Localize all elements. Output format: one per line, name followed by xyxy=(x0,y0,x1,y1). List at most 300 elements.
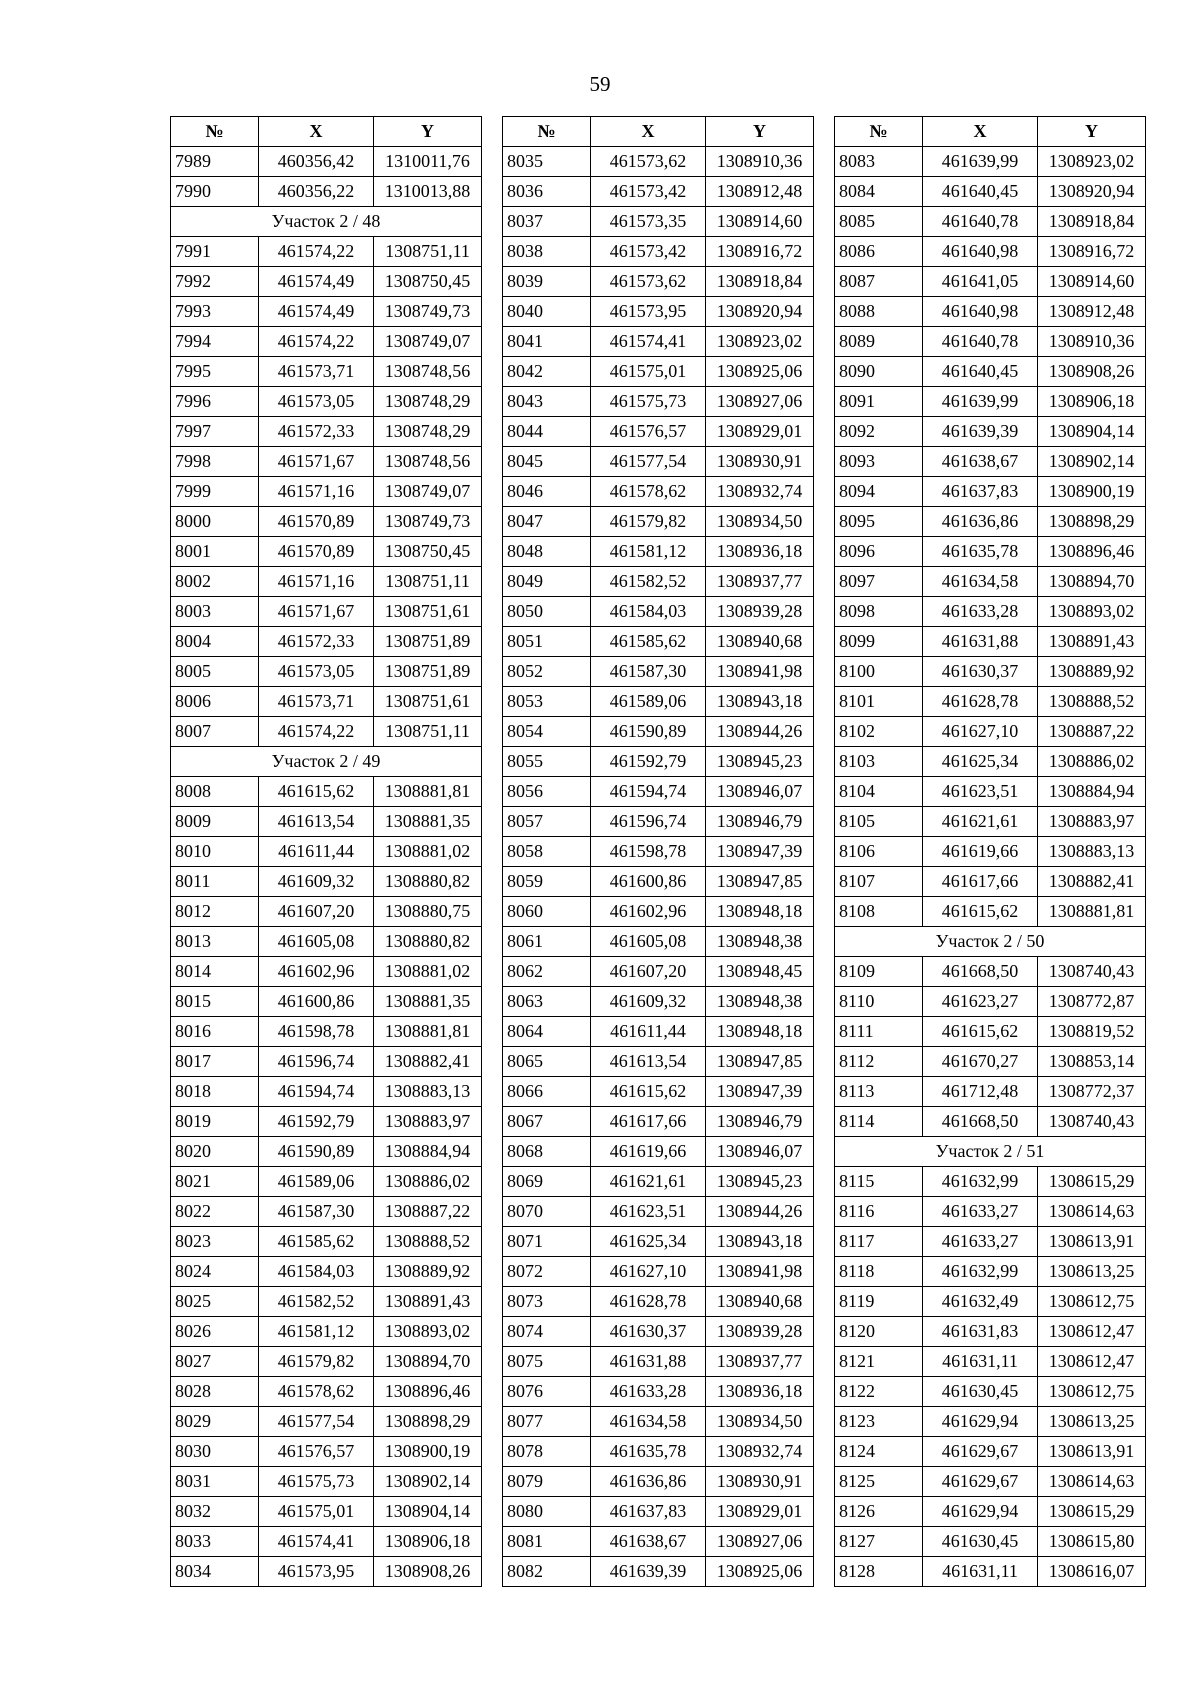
point-number: 8047 xyxy=(503,507,591,537)
y-coordinate: 1308615,29 xyxy=(1038,1497,1146,1527)
table-row xyxy=(171,957,482,987)
table-row xyxy=(503,1047,814,1077)
point-number: 8128 xyxy=(835,1557,923,1587)
point-number: 8058 xyxy=(503,837,591,867)
y-coordinate: 1308612,75 xyxy=(1038,1377,1146,1407)
x-coordinate: 461623,51 xyxy=(923,777,1038,807)
x-coordinate: 461576,57 xyxy=(591,417,706,447)
x-coordinate: 461632,49 xyxy=(923,1287,1038,1317)
table-row xyxy=(171,1407,482,1437)
y-coordinate: 1308772,37 xyxy=(1038,1077,1146,1107)
point-number: 8094 xyxy=(835,477,923,507)
point-number: 8041 xyxy=(503,327,591,357)
table-row xyxy=(503,327,814,357)
y-coordinate: 1308612,47 xyxy=(1038,1317,1146,1347)
y-coordinate: 1308893,02 xyxy=(374,1317,482,1347)
x-coordinate: 461630,45 xyxy=(923,1527,1038,1557)
table-row xyxy=(503,1017,814,1047)
table-row xyxy=(503,1377,814,1407)
point-number: 8078 xyxy=(503,1437,591,1467)
y-coordinate: 1308891,43 xyxy=(1038,627,1146,657)
x-coordinate: 461623,51 xyxy=(591,1197,706,1227)
table-row xyxy=(171,177,482,207)
point-number: 8083 xyxy=(835,147,923,177)
table-row xyxy=(835,1167,1146,1197)
header-y: Y xyxy=(374,117,482,147)
x-coordinate: 461619,66 xyxy=(923,837,1038,867)
section-title: Участок 2 / 50 xyxy=(835,927,1146,957)
table-row xyxy=(171,1377,482,1407)
y-coordinate: 1308946,07 xyxy=(706,1137,814,1167)
point-number: 8054 xyxy=(503,717,591,747)
point-number: 7995 xyxy=(171,357,259,387)
point-number: 8099 xyxy=(835,627,923,657)
header-row xyxy=(171,117,482,147)
point-number: 8092 xyxy=(835,417,923,447)
y-coordinate: 1308910,36 xyxy=(1038,327,1146,357)
x-coordinate: 461570,89 xyxy=(259,537,374,567)
point-number: 8046 xyxy=(503,477,591,507)
x-coordinate: 461636,86 xyxy=(923,507,1038,537)
point-number: 8118 xyxy=(835,1257,923,1287)
y-coordinate: 1308883,97 xyxy=(374,1107,482,1137)
point-number: 8015 xyxy=(171,987,259,1017)
table-row xyxy=(503,1077,814,1107)
y-coordinate: 1308616,07 xyxy=(1038,1557,1146,1587)
table-row xyxy=(171,657,482,687)
point-number: 8035 xyxy=(503,147,591,177)
point-number: 8103 xyxy=(835,747,923,777)
x-coordinate: 461573,35 xyxy=(591,207,706,237)
table-row xyxy=(171,867,482,897)
y-coordinate: 1308887,22 xyxy=(374,1197,482,1227)
point-number: 8050 xyxy=(503,597,591,627)
x-coordinate: 461573,42 xyxy=(591,177,706,207)
table-row xyxy=(835,1107,1146,1137)
x-coordinate: 461621,61 xyxy=(591,1167,706,1197)
table-row xyxy=(171,1077,482,1107)
table-row xyxy=(503,927,814,957)
x-coordinate: 461581,12 xyxy=(591,537,706,567)
section-row xyxy=(835,927,1146,957)
point-number: 8108 xyxy=(835,897,923,927)
point-number: 8101 xyxy=(835,687,923,717)
table-row xyxy=(503,237,814,267)
x-coordinate: 461615,62 xyxy=(591,1077,706,1107)
point-number: 8026 xyxy=(171,1317,259,1347)
y-coordinate: 1308881,81 xyxy=(374,1017,482,1047)
y-coordinate: 1308883,13 xyxy=(1038,837,1146,867)
table-row xyxy=(503,1527,814,1557)
x-coordinate: 461629,67 xyxy=(923,1437,1038,1467)
y-coordinate: 1308751,11 xyxy=(374,567,482,597)
table-row xyxy=(171,477,482,507)
x-coordinate: 461639,99 xyxy=(923,147,1038,177)
point-number: 8085 xyxy=(835,207,923,237)
x-coordinate: 461578,62 xyxy=(591,477,706,507)
point-number: 8065 xyxy=(503,1047,591,1077)
point-number: 7989 xyxy=(171,147,259,177)
x-coordinate: 461573,62 xyxy=(591,267,706,297)
table-row xyxy=(503,177,814,207)
y-coordinate: 1308941,98 xyxy=(706,1257,814,1287)
point-number: 8090 xyxy=(835,357,923,387)
table-row xyxy=(171,1107,482,1137)
table-row xyxy=(835,447,1146,477)
table-row xyxy=(171,537,482,567)
x-coordinate: 461575,73 xyxy=(259,1467,374,1497)
point-number: 8006 xyxy=(171,687,259,717)
table-row xyxy=(835,297,1146,327)
x-coordinate: 461629,94 xyxy=(923,1497,1038,1527)
y-coordinate: 1308740,43 xyxy=(1038,957,1146,987)
y-coordinate: 1308615,80 xyxy=(1038,1527,1146,1557)
point-number: 8003 xyxy=(171,597,259,627)
x-coordinate: 461633,28 xyxy=(591,1377,706,1407)
section-row xyxy=(835,1137,1146,1167)
point-number: 8102 xyxy=(835,717,923,747)
point-number: 8024 xyxy=(171,1257,259,1287)
x-coordinate: 461573,42 xyxy=(591,237,706,267)
table-row xyxy=(835,1467,1146,1497)
y-coordinate: 1308904,14 xyxy=(374,1497,482,1527)
coordinates-table-1 xyxy=(170,116,482,1587)
table-row xyxy=(835,987,1146,1017)
x-coordinate: 461573,05 xyxy=(259,387,374,417)
x-coordinate: 461641,05 xyxy=(923,267,1038,297)
x-coordinate: 461632,99 xyxy=(923,1257,1038,1287)
table-row xyxy=(171,1167,482,1197)
point-number: 8125 xyxy=(835,1467,923,1497)
y-coordinate: 1308948,18 xyxy=(706,897,814,927)
x-coordinate: 461627,10 xyxy=(923,717,1038,747)
x-coordinate: 461596,74 xyxy=(591,807,706,837)
table-row xyxy=(171,1317,482,1347)
y-coordinate: 1308894,70 xyxy=(1038,567,1146,597)
point-number: 8037 xyxy=(503,207,591,237)
y-coordinate: 1308748,29 xyxy=(374,417,482,447)
point-number: 8093 xyxy=(835,447,923,477)
point-number: 8016 xyxy=(171,1017,259,1047)
y-coordinate: 1308886,02 xyxy=(374,1167,482,1197)
header-y: Y xyxy=(1038,117,1146,147)
x-coordinate: 461629,94 xyxy=(923,1407,1038,1437)
table-row xyxy=(835,507,1146,537)
point-number: 8062 xyxy=(503,957,591,987)
y-coordinate: 1308889,92 xyxy=(374,1257,482,1287)
page-number: 59 xyxy=(589,72,611,96)
table-row xyxy=(171,717,482,747)
x-coordinate: 461630,37 xyxy=(591,1317,706,1347)
table-row xyxy=(503,897,814,927)
table-row xyxy=(503,1497,814,1527)
y-coordinate: 1308881,35 xyxy=(374,807,482,837)
point-number: 7993 xyxy=(171,297,259,327)
point-number: 8043 xyxy=(503,387,591,417)
table-row xyxy=(835,897,1146,927)
point-number: 8004 xyxy=(171,627,259,657)
point-number: 8104 xyxy=(835,777,923,807)
y-coordinate: 1308939,28 xyxy=(706,1317,814,1347)
y-coordinate: 1308927,06 xyxy=(706,387,814,417)
table-row xyxy=(503,1167,814,1197)
x-coordinate: 461633,27 xyxy=(923,1197,1038,1227)
x-coordinate: 461602,96 xyxy=(259,957,374,987)
y-coordinate: 1308881,81 xyxy=(1038,897,1146,927)
point-number: 8027 xyxy=(171,1347,259,1377)
point-number: 8109 xyxy=(835,957,923,987)
x-coordinate: 461598,78 xyxy=(591,837,706,867)
x-coordinate: 461574,22 xyxy=(259,717,374,747)
x-coordinate: 461571,16 xyxy=(259,567,374,597)
table-row xyxy=(835,1407,1146,1437)
x-coordinate: 461572,33 xyxy=(259,627,374,657)
x-coordinate: 461628,78 xyxy=(591,1287,706,1317)
x-coordinate: 461630,45 xyxy=(923,1377,1038,1407)
x-coordinate: 461573,95 xyxy=(259,1557,374,1587)
table-row xyxy=(835,867,1146,897)
x-coordinate: 461582,52 xyxy=(591,567,706,597)
table-row xyxy=(835,387,1146,417)
section-row xyxy=(171,207,482,237)
y-coordinate: 1308920,94 xyxy=(1038,177,1146,207)
point-number: 8056 xyxy=(503,777,591,807)
point-number: 8067 xyxy=(503,1107,591,1137)
y-coordinate: 1308937,77 xyxy=(706,1347,814,1377)
x-coordinate: 461637,83 xyxy=(923,477,1038,507)
point-number: 8021 xyxy=(171,1167,259,1197)
table-row xyxy=(835,957,1146,987)
table-row xyxy=(835,1287,1146,1317)
table-row xyxy=(835,717,1146,747)
y-coordinate: 1308912,48 xyxy=(1038,297,1146,327)
x-coordinate: 461712,48 xyxy=(923,1077,1038,1107)
x-coordinate: 461627,10 xyxy=(591,1257,706,1287)
x-coordinate: 461574,22 xyxy=(259,237,374,267)
coordinates-table-3 xyxy=(834,116,1146,1587)
y-coordinate: 1308898,29 xyxy=(1038,507,1146,537)
header-x: X xyxy=(923,117,1038,147)
y-coordinate: 1308751,89 xyxy=(374,627,482,657)
table-row xyxy=(503,1347,814,1377)
point-number: 8000 xyxy=(171,507,259,537)
x-coordinate: 461605,08 xyxy=(591,927,706,957)
table-row xyxy=(503,1557,814,1587)
y-coordinate: 1308944,26 xyxy=(706,717,814,747)
y-coordinate: 1308934,50 xyxy=(706,1407,814,1437)
y-coordinate: 1308751,61 xyxy=(374,687,482,717)
point-number: 8028 xyxy=(171,1377,259,1407)
point-number: 8127 xyxy=(835,1527,923,1557)
table-row xyxy=(503,987,814,1017)
y-coordinate: 1308940,68 xyxy=(706,627,814,657)
table-row xyxy=(171,687,482,717)
y-coordinate: 1308881,35 xyxy=(374,987,482,1017)
table-row xyxy=(503,357,814,387)
point-number: 8066 xyxy=(503,1077,591,1107)
x-coordinate: 461571,16 xyxy=(259,477,374,507)
x-coordinate: 461574,49 xyxy=(259,297,374,327)
point-number: 8106 xyxy=(835,837,923,867)
table-row xyxy=(835,1557,1146,1587)
y-coordinate: 1308749,07 xyxy=(374,327,482,357)
section-title: Участок 2 / 49 xyxy=(171,747,482,777)
x-coordinate: 461587,30 xyxy=(591,657,706,687)
y-coordinate: 1308894,70 xyxy=(374,1347,482,1377)
y-coordinate: 1308889,92 xyxy=(1038,657,1146,687)
x-coordinate: 461623,27 xyxy=(923,987,1038,1017)
table-row xyxy=(835,1497,1146,1527)
table-row xyxy=(835,207,1146,237)
x-coordinate: 461634,58 xyxy=(923,567,1038,597)
point-number: 8116 xyxy=(835,1197,923,1227)
point-number: 8087 xyxy=(835,267,923,297)
x-coordinate: 461578,62 xyxy=(259,1377,374,1407)
point-number: 8061 xyxy=(503,927,591,957)
y-coordinate: 1308937,77 xyxy=(706,567,814,597)
x-coordinate: 461638,67 xyxy=(591,1527,706,1557)
point-number: 8071 xyxy=(503,1227,591,1257)
y-coordinate: 1308925,06 xyxy=(706,357,814,387)
x-coordinate: 461577,54 xyxy=(259,1407,374,1437)
point-number: 8100 xyxy=(835,657,923,687)
x-coordinate: 461613,54 xyxy=(591,1047,706,1077)
x-coordinate: 461573,62 xyxy=(591,147,706,177)
x-coordinate: 461617,66 xyxy=(591,1107,706,1137)
y-coordinate: 1308819,52 xyxy=(1038,1017,1146,1047)
x-coordinate: 461668,50 xyxy=(923,957,1038,987)
header-number: № xyxy=(171,117,259,147)
point-number: 8063 xyxy=(503,987,591,1017)
y-coordinate: 1308880,75 xyxy=(374,897,482,927)
y-coordinate: 1308934,50 xyxy=(706,507,814,537)
point-number: 8098 xyxy=(835,597,923,627)
x-coordinate: 461637,83 xyxy=(591,1497,706,1527)
point-number: 8077 xyxy=(503,1407,591,1437)
header-x: X xyxy=(259,117,374,147)
point-number: 8114 xyxy=(835,1107,923,1137)
y-coordinate: 1308882,41 xyxy=(1038,867,1146,897)
coordinates-table-2 xyxy=(502,116,814,1587)
y-coordinate: 1308615,29 xyxy=(1038,1167,1146,1197)
y-coordinate: 1308945,23 xyxy=(706,747,814,777)
y-coordinate: 1308882,41 xyxy=(374,1047,482,1077)
point-number: 8081 xyxy=(503,1527,591,1557)
table-row xyxy=(835,777,1146,807)
y-coordinate: 1308912,48 xyxy=(706,177,814,207)
x-coordinate: 461621,61 xyxy=(923,807,1038,837)
x-coordinate: 461584,03 xyxy=(591,597,706,627)
table-row xyxy=(835,1197,1146,1227)
point-number: 8051 xyxy=(503,627,591,657)
table-row xyxy=(171,147,482,177)
x-coordinate: 461611,44 xyxy=(591,1017,706,1047)
point-number: 8045 xyxy=(503,447,591,477)
y-coordinate: 1308944,26 xyxy=(706,1197,814,1227)
x-coordinate: 461631,88 xyxy=(923,627,1038,657)
table-row xyxy=(171,927,482,957)
y-coordinate: 1308749,73 xyxy=(374,507,482,537)
x-coordinate: 461592,79 xyxy=(259,1107,374,1137)
point-number: 8080 xyxy=(503,1497,591,1527)
point-number: 8126 xyxy=(835,1497,923,1527)
table-row xyxy=(171,597,482,627)
point-number: 8124 xyxy=(835,1437,923,1467)
x-coordinate: 461573,71 xyxy=(259,687,374,717)
table-row xyxy=(835,567,1146,597)
point-number: 8072 xyxy=(503,1257,591,1287)
y-coordinate: 1310013,88 xyxy=(374,177,482,207)
header-number: № xyxy=(835,117,923,147)
y-coordinate: 1308888,52 xyxy=(374,1227,482,1257)
x-coordinate: 461579,82 xyxy=(591,507,706,537)
x-coordinate: 461617,66 xyxy=(923,867,1038,897)
point-number: 8044 xyxy=(503,417,591,447)
y-coordinate: 1308613,25 xyxy=(1038,1407,1146,1437)
y-coordinate: 1308945,23 xyxy=(706,1167,814,1197)
table-row xyxy=(171,567,482,597)
x-coordinate: 461572,33 xyxy=(259,417,374,447)
x-coordinate: 461615,62 xyxy=(923,1017,1038,1047)
y-coordinate: 1308750,45 xyxy=(374,267,482,297)
y-coordinate: 1308918,84 xyxy=(706,267,814,297)
x-coordinate: 461670,27 xyxy=(923,1047,1038,1077)
y-coordinate: 1308748,56 xyxy=(374,447,482,477)
point-number: 8032 xyxy=(171,1497,259,1527)
table-row xyxy=(503,1407,814,1437)
point-number: 8034 xyxy=(171,1557,259,1587)
section-row xyxy=(171,747,482,777)
point-number: 7994 xyxy=(171,327,259,357)
table-row xyxy=(171,1137,482,1167)
y-coordinate: 1308946,07 xyxy=(706,777,814,807)
point-number: 8048 xyxy=(503,537,591,567)
y-coordinate: 1308881,02 xyxy=(374,957,482,987)
point-number: 8060 xyxy=(503,897,591,927)
x-coordinate: 461573,95 xyxy=(591,297,706,327)
y-coordinate: 1310011,76 xyxy=(374,147,482,177)
point-number: 8040 xyxy=(503,297,591,327)
y-coordinate: 1308932,74 xyxy=(706,1437,814,1467)
y-coordinate: 1308902,14 xyxy=(374,1467,482,1497)
y-coordinate: 1308916,72 xyxy=(1038,237,1146,267)
y-coordinate: 1308904,14 xyxy=(1038,417,1146,447)
y-coordinate: 1308749,07 xyxy=(374,477,482,507)
x-coordinate: 461615,62 xyxy=(259,777,374,807)
point-number: 7998 xyxy=(171,447,259,477)
point-number: 8123 xyxy=(835,1407,923,1437)
point-number: 8096 xyxy=(835,537,923,567)
x-coordinate: 461631,83 xyxy=(923,1317,1038,1347)
point-number: 8059 xyxy=(503,867,591,897)
table-row xyxy=(503,297,814,327)
y-coordinate: 1308751,89 xyxy=(374,657,482,687)
y-coordinate: 1308936,18 xyxy=(706,1377,814,1407)
x-coordinate: 461600,86 xyxy=(591,867,706,897)
x-coordinate: 461589,06 xyxy=(259,1167,374,1197)
point-number: 8010 xyxy=(171,837,259,867)
table-row xyxy=(503,1227,814,1257)
table-row xyxy=(503,567,814,597)
table-row xyxy=(503,1197,814,1227)
table-row xyxy=(171,1047,482,1077)
table-row xyxy=(171,1437,482,1467)
table-row xyxy=(171,807,482,837)
point-number: 8008 xyxy=(171,777,259,807)
y-coordinate: 1308614,63 xyxy=(1038,1197,1146,1227)
point-number: 8091 xyxy=(835,387,923,417)
table-row xyxy=(171,1017,482,1047)
